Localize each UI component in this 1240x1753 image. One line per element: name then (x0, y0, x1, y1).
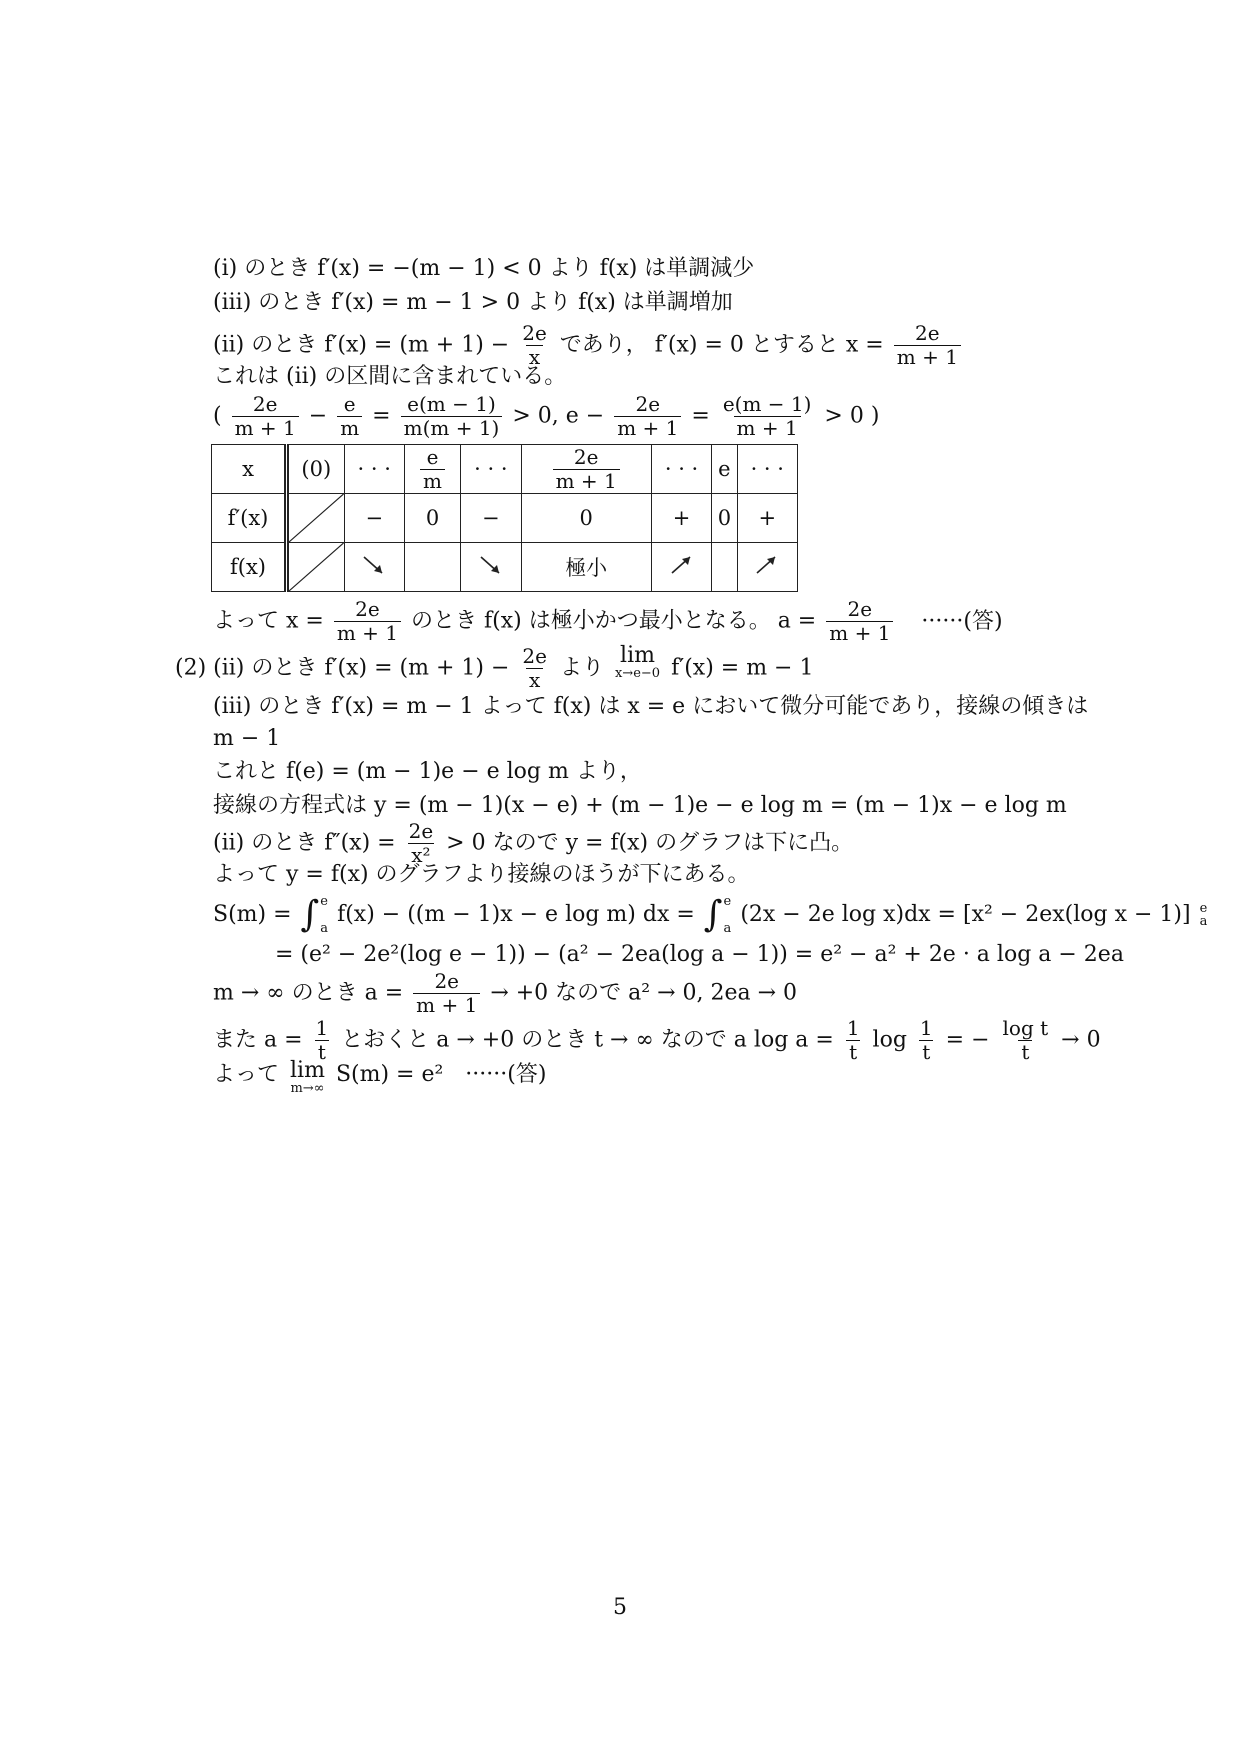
line-part2-3: m − 1 (213, 726, 281, 751)
cell: 極小 (521, 543, 651, 592)
denominator: m + 1 (614, 416, 681, 440)
line-final-answer (213, 1060, 546, 1096)
text: > 0 なので y = f(x) のグラフは下に凸。 (446, 830, 854, 856)
fraction (1000, 1017, 1052, 1064)
line-part2-2: (iii) のとき f′(x) = m − 1 よって f(x) は x = e において微分可能であり，接線の傾きは (213, 694, 1089, 719)
page-number: 5 (613, 1595, 627, 1620)
denominator: m + 1 (553, 469, 620, 493)
cell (404, 445, 460, 494)
upper-limit: e (1199, 901, 1208, 916)
fraction (413, 970, 480, 1017)
text: S(m) = (213, 902, 292, 927)
line-part2-7: よって y = f(x) のグラフより接線のほうが下にある。 (213, 862, 750, 887)
text: = (372, 403, 391, 429)
cell: 0 (404, 494, 460, 543)
line-substitution (213, 1017, 1101, 1064)
answer-mark: ······(答) (921, 608, 1003, 634)
text: (ii) のとき f″(x) = (213, 830, 396, 856)
arrow-down-right-icon (477, 551, 505, 579)
fraction (894, 322, 961, 369)
text: (2x − 2e log x)dx = [x² − 2ex(log x − 1)] (740, 902, 1191, 927)
bracket-limits (1200, 902, 1208, 928)
denominator: m + 1 (734, 416, 801, 440)
fraction (420, 446, 445, 493)
cell: · · · (344, 445, 404, 494)
numerator: e (426, 444, 439, 469)
denominator: x² (408, 843, 433, 867)
upper-limit: e (723, 894, 732, 909)
fraction (519, 645, 550, 692)
cell (521, 445, 651, 494)
cell: − (344, 494, 404, 543)
numerator: e(m − 1) (407, 392, 496, 416)
line-part2-5: 接線の方程式は y = (m − 1)(x − e) + (m − 1)e − e log m = (m − 1)x − e log m (213, 793, 1067, 818)
table-row-x (212, 445, 798, 494)
denominator: m + 1 (334, 621, 401, 645)
header-x: x (212, 445, 287, 494)
fraction (720, 393, 815, 440)
cell (737, 543, 797, 592)
text: よって (213, 1062, 280, 1087)
denominator: t (919, 1040, 933, 1064)
limit (290, 1060, 325, 1096)
lim-text: lim (620, 643, 655, 668)
text: であり， f′(x) = 0 とすると x = (559, 332, 884, 358)
numerator: 2e (522, 321, 547, 345)
text: > 0 ) (824, 403, 880, 429)
numerator: 1 (315, 1016, 329, 1040)
denominator: m (420, 469, 445, 493)
denominator: x (526, 345, 543, 369)
denominator: t (1018, 1040, 1032, 1064)
denominator: x (526, 668, 543, 692)
cell: + (651, 494, 711, 543)
line-inequality (213, 393, 879, 440)
integral-sign: ∫ e a (300, 894, 329, 936)
cell: · · · (737, 445, 797, 494)
line-case-i: (i) のとき f′(x) = −(m − 1) < 0 より f(x) は単調減少 (213, 256, 755, 281)
numerator: e(m − 1) (722, 392, 812, 416)
numerator: 2e (847, 597, 873, 621)
numerator: 2e (573, 444, 599, 469)
text: (2) (ii) のとき f′(x) = (m + 1) − (175, 655, 510, 681)
text: S(m) = e² ······(答) (335, 1062, 547, 1087)
lim-subscript: m→∞ (290, 1081, 325, 1096)
text: (ii) のとき f′(x) = (m + 1) − (213, 332, 510, 358)
arrow-down-right-icon (360, 551, 388, 579)
table-row-fprime (212, 494, 798, 543)
cell: + (737, 494, 797, 543)
line-interval-note: これは (ii) の区間に含まれている。 (213, 364, 567, 389)
denominator: t (846, 1040, 860, 1064)
text: > 0, e − (512, 403, 605, 429)
cell (344, 543, 404, 592)
numerator: 2e (434, 969, 459, 993)
cell: e (712, 445, 737, 494)
cell: · · · (651, 445, 711, 494)
diagonal-cell (287, 494, 345, 543)
denominator: m + 1 (232, 416, 299, 440)
text: = (691, 403, 710, 429)
numerator: 1 (919, 1016, 933, 1040)
numerator: 2e (408, 819, 434, 843)
cell: 0 (712, 494, 737, 543)
fraction (614, 393, 681, 440)
text: → +0 なので a² → 0, 2ea → 0 (490, 980, 798, 1006)
fraction (553, 446, 620, 493)
cell: 0 (521, 494, 651, 543)
text: とおくと a → +0 のとき t → ∞ なので a log a = (341, 1027, 834, 1053)
numerator: 1 (846, 1016, 860, 1040)
lower-limit: a (320, 921, 329, 936)
text: のとき f(x) は極小かつ最小となる。 a = (411, 608, 817, 634)
text: ( (213, 403, 222, 429)
denominator: t (315, 1040, 329, 1064)
line-limit-a (213, 970, 797, 1017)
table-row-f (212, 543, 798, 592)
text: より (559, 655, 604, 681)
fraction (826, 598, 893, 645)
denominator: m (337, 416, 362, 440)
text: log (872, 1027, 907, 1053)
numerator: 2e (915, 321, 940, 345)
text: → 0 (1061, 1027, 1101, 1053)
diagonal-line (289, 494, 344, 542)
cell (651, 543, 711, 592)
denominator: m + 1 (413, 993, 480, 1017)
denominator: m + 1 (826, 621, 893, 645)
arrow-up-right-icon (668, 551, 696, 579)
numerator: 2e (355, 597, 380, 621)
numerator: 2e (252, 392, 278, 416)
fraction (337, 393, 362, 440)
lim-subscript: x→e−0 (614, 666, 661, 681)
cell: (0) (287, 445, 345, 494)
lower-limit: a (723, 921, 732, 936)
numerator: 2e (635, 392, 661, 416)
denominator: m(m + 1) (401, 416, 503, 440)
diagonal-cell (287, 543, 345, 592)
line-integral-result: = (e² − 2e²(log e − 1)) − (a² − 2ea(log a − 1)) = e² − a² + 2e · a log a − 2ea (275, 942, 1124, 967)
line-case-iii: (iii) のとき f′(x) = m − 1 > 0 より f(x) は単調増加 (213, 290, 733, 315)
text: m → ∞ のとき a = (213, 980, 404, 1006)
fraction (844, 1017, 863, 1064)
fraction (401, 393, 503, 440)
arrow-up-right-icon (753, 551, 781, 579)
text: = − (945, 1027, 990, 1053)
text: f′(x) = m − 1 (671, 655, 814, 681)
line-part2-4: これと f(e) = (m − 1)e − e log m より， (213, 759, 642, 784)
numerator: e (343, 392, 356, 416)
line-conclusion-1 (213, 598, 1003, 645)
fraction (232, 393, 299, 440)
diagonal-line (289, 543, 344, 591)
upper-limit: e (320, 894, 328, 909)
header-f: f(x) (212, 543, 287, 592)
lim-text: lim (290, 1058, 325, 1083)
cell (461, 543, 521, 592)
cell (404, 543, 460, 592)
line-part2-1 (175, 645, 813, 692)
fraction (334, 598, 401, 645)
line-integral (213, 895, 1207, 935)
denominator: m + 1 (894, 345, 961, 369)
cell: · · · (461, 445, 521, 494)
limit (615, 645, 660, 681)
fraction (313, 1017, 332, 1064)
lower-limit: a (1199, 914, 1208, 929)
integral-sign: ∫ e a (703, 894, 732, 936)
cell (712, 543, 737, 592)
variation-table (211, 444, 798, 592)
numerator: 2e (522, 644, 547, 668)
header-fprime: f′(x) (212, 494, 287, 543)
text: よって x = (213, 608, 324, 634)
text: − (308, 403, 328, 429)
text: また a = (213, 1027, 303, 1053)
fraction (917, 1017, 936, 1064)
text: f(x) − ((m − 1)x − e log m) dx = (337, 902, 695, 927)
cell: − (461, 494, 521, 543)
numerator: log t (1002, 1016, 1049, 1040)
